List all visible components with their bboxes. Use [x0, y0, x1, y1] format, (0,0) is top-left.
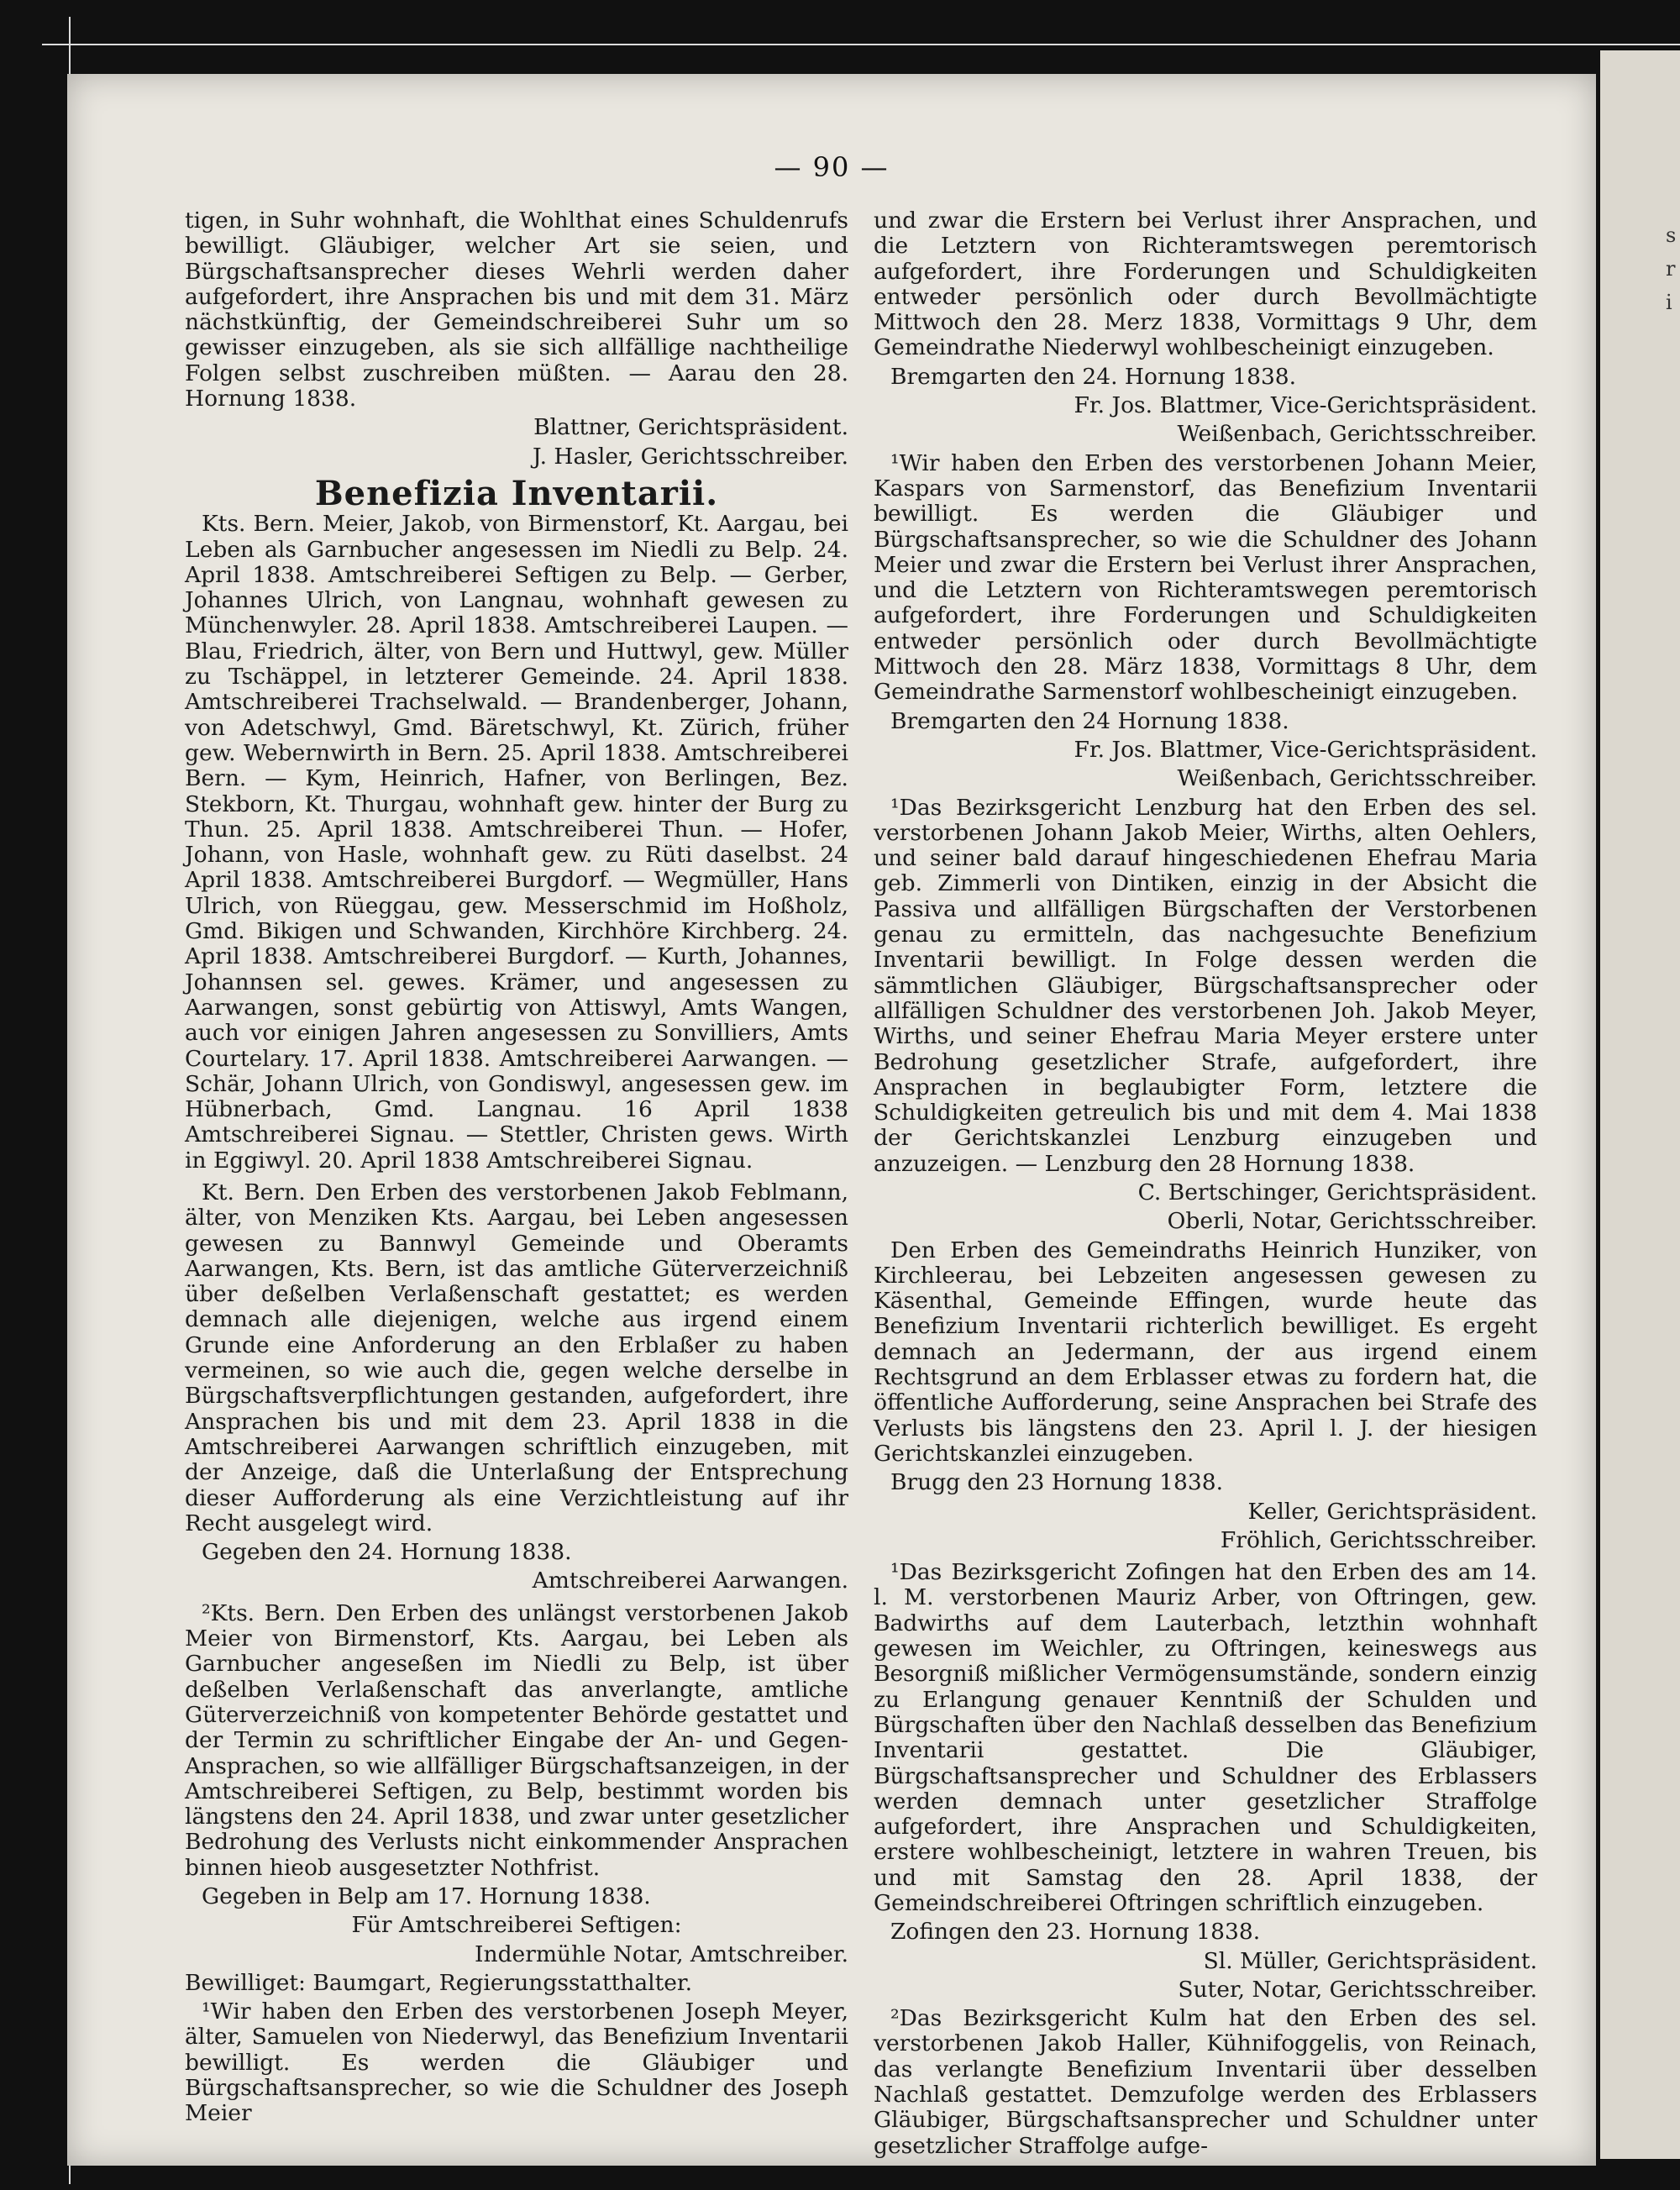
- notice-date: Gegeben den 24. Hornung 1838.: [202, 1539, 572, 1566]
- right-column: [874, 208, 1537, 2162]
- notice-paragraph: ¹Wir haben den Erben des verstorbenen Johann Meier, Kaspars von Sarmenstorf, das Benefizium Inventarii bewilligt. Es werden die Gläubiger und Bürgschaftsansprecher, so wie die Schuldner des Johann Meier und zwar die Erstern bei Verlust ihrer Ansprachen, und die Letztern von Richteramtswegen peremtorisch aufgefordert, ihre Forderungen und Schuldigkeiten entweder persönlich oder durch Bevollmächtigte Mittwoch den 28. März 1838, Vormittags 8 Uhr, dem Gemeindrathe Sarmenstorf wohlbescheinigt einzugeben.: [874, 449, 1537, 706]
- notice-paragraph: Den Erben des Gemeindraths Heinrich Hunziker, von Kirchleerau, bei Lebzeiten angesessen gewesen zu Käsenthal, Gemeinde Effingen, wurde heute das Benefizium Inventarii richterlich bewilliget. Es ergeht demnach an Jedermann, der aus irgend einem Rechtsgrund an dem Erblasser etwas zu fordern hat, die öffentliche Aufforderung, seine Ansprachen bei Strafe des Verlusts bis längstens den 23. April l. J. der hiesigen Gerichtskanzlei einzugeben.: [874, 1237, 1537, 1467]
- notice-paragraph: ²Kts. Bern. Den Erben des unlängst verstorbenen Jakob Meier von Birmenstorf, Kts. Aargau, bei Leben als Garnbucher angeseßen im Niedli zu Belp, ist über deßelben Verlaßenschaft das anverlangte, amtliche Güterverzeichniß von kompetenter Behörde gestattet und der Termin zu schriftlicher Eingabe der An- und Gegen-Ansprachen, so wie allfälliger Bürgschaftsanzeigen, in der Amtschreiberei Seftigen, zu Belp, bestimmt worden bis längstens den 24. April 1838, und zwar unter gesetzlicher Bedrohung des Verlusts nicht einkommender Ansprachen binnen hieob ausgesetzter Nothfrist.: [185, 1599, 848, 1881]
- signature: Oberli, Notar, Gerichtsschreiber.: [1167, 1208, 1537, 1235]
- signature: Indermühle Notar, Amtschreiber.: [475, 1941, 848, 1967]
- signature: Amtschreiberei Aarwangen.: [532, 1568, 848, 1594]
- adjacent-page-fragment: s: [1666, 223, 1677, 247]
- signature: Fr. Jos. Blattmer, Vice-Gerichtspräsident.: [1074, 736, 1537, 763]
- notice-date: Bremgarten den 24. Hornung 1838.: [890, 363, 1297, 390]
- notice-paragraph: ¹Das Bezirksgericht Zofingen hat den Erben des am 14. l. M. verstorbenen Mauriz Arber, von Oftringen, gew. Badwirths auf dem Lauterbach, letzthin wohnhaft gewesen im Weichler, zu Oftringen, keineswegs aus Besorgniß mißlicher Vermögensumstände, sondern einzig zu Erlangung genauer Kenntniß der Schulden und Bürgschaften über den Nachlaß desselben das Benefizium Inventarii gestattet. Die Gläubiger, Bürgschaftsansprecher und Schuldner des Erblassers werden demnach unter gesetzlicher Straffolge aufgefordert, ihre Ansprachen und Schuldigkeiten, erstere wohlbescheinigt, letztere in wahren Treuen, bis und mit Samstag den 28. April 1838, der Gemeindschreiberei Oftringen schriftlich einzugeben.: [874, 1559, 1537, 1916]
- signature: Keller, Gerichtspräsident.: [1247, 1498, 1537, 1525]
- section-heading: Benefizia Inventarii.: [314, 473, 719, 513]
- notice-date: Bremgarten den 24 Hornung 1838.: [890, 707, 1289, 734]
- signature: Blattner, Gerichtspräsident.: [533, 414, 848, 441]
- signature: J. Hasler, Gerichtsschreiber.: [533, 443, 848, 470]
- signature: Weißenbach, Gerichtsschreiber.: [1177, 421, 1537, 448]
- signature: Weißenbach, Gerichtsschreiber.: [1177, 765, 1537, 792]
- adjacent-page-edge: [1600, 50, 1680, 2159]
- signature: Bewilliget: Baumgart, Regierungsstatthalter.: [185, 1969, 693, 1996]
- signature: Suter, Notar, Gerichtsschreiber.: [1178, 1976, 1537, 2003]
- left-column: [185, 208, 848, 2130]
- signature: Für Amtschreiberei Seftigen:: [351, 1912, 682, 1939]
- notice-date: Zofingen den 23. Hornung 1838.: [890, 1919, 1261, 1946]
- notice-paragraph: Kts. Bern. Meier, Jakob, von Birmenstorf, Kt. Aargau, bei Leben als Garnbucher angesessen im Niedli zu Belp. 24. April 1838. Amtschreiberei Seftigen zu Belp. — Gerber, Johannes Ulrich, von Langnau, wohnhaft gewesen zu Münchenwyler. 28. April 1838. Amtschreiberei Laupen. — Blau, Friedrich, älter, von Bern und Huttwyl, gew. Müller zu Tschäppel, in letzterer Gemeinde. 24. April 1838. Amtschreiberei Trachselwald. — Brandenberger, Johann, von Adetschwyl, Gmd. Bäretschwyl, Kt. Zürich, früher gew. Webernwirth in Bern. 25. April 1838. Amtschreiberei Bern. — Kym, Heinrich, Hafner, von Berlingen, Bez. Stekborn, Kt. Thurgau, wohnhaft gew. hinter der Burg zu Thun. 25. April 1838. Amtschreiberei Thun. — Hofer, Johann, von Hasle, wohnhaft gew. zu Rüti daselbst. 24 April 1838. Amtschreiberei Burgdorf. — Wegmüller, Hans Ulrich, von Rüeggau, gew. Messerschmid im Hoßholz, Gmd. Bikigen und Schwanden, Kirchhöre Kirchberg. 24. April 1838. Amtschreiberei Burgdorf. — Kurth, Johannes, Johannsen sel. gewes. Krämer, und angesessen zu Aarwangen, sonst gebürtig von Attiswyl, Amts Wangen, auch vor einigen Jahren angesessen zu Sonvilliers, Amts Courtelary. 17. April 1838. Amtschreiberei Aarwangen. — Schär, Johann Ulrich, von Gondiswyl, angesessen gew. im Hübnerbach, Gmd. Langnau. 16 April 1838 Amtschreiberei Signau. — Stettler, Christen gews. Wirth in Eggiwyl. 20. April 1838 Amtschreiberei Signau.: [185, 511, 848, 1174]
- signature: Sl. Müller, Gerichtspräsident.: [1203, 1947, 1537, 1974]
- signature: Fröhlich, Gerichtsschreiber.: [1220, 1526, 1537, 1553]
- notice-paragraph: tigen, in Suhr wohnhaft, die Wohlthat eines Schuldenrufs bewilligt. Gläubiger, welcher Art sie seien, und Bürgschaftsansprecher dieses Wehrli werden daher aufgefordert, ihre Ansprachen bis und mit dem 31. März nächstkünftig, der Gemeindschreiberei Suhr um so gewisser einzugeben, als sie sich allfällige nachtheilige Folgen selbst zuschreiben müßten. — Aarau den 28. Hornung 1838.: [185, 207, 848, 412]
- signature: Fr. Jos. Blattmer, Vice-Gerichtspräsident.: [1074, 392, 1537, 419]
- signature: C. Bertschinger, Gerichtspräsident.: [1137, 1179, 1537, 1205]
- notice-paragraph: ¹Wir haben den Erben des verstorbenen Joseph Meyer, älter, Samuelen von Niederwyl, das Benefizium Inventarii bewilligt. Es werden die Gläubiger und Bürgschaftsansprecher, so wie die Schuldner des Joseph Meier: [185, 1998, 848, 2127]
- adjacent-page-fragment: r: [1666, 257, 1676, 281]
- notice-paragraph: ²Das Bezirksgericht Kulm hat den Erben des sel. verstorbenen Jakob Haller, Kühnifoggelis, von Reinach, das verlangte Benefizium Inventarii über desselben Nachlaß gestattet. Demzufolge werden des Erblassers Gläubiger, Bürgschaftsansprecher und Schuldner unter gesetzlicher Straffolge aufge-: [874, 2005, 1537, 2159]
- newspaper-page: [67, 74, 1596, 2166]
- notice-paragraph: ¹Das Bezirksgericht Lenzburg hat den Erben des sel. verstorbenen Johann Jakob Meier, Wirths, alten Oehlers, und seiner bald darauf hingeschiedenen Ehefrau Maria geb. Zimmerli von Dintiken, einzig in der Absicht die Passiva und allfälligen Bürgschaften der Verstorbenen genau zu ermitteln, das nachgesuchte Benefizium Inventarii bewilligt. In Folge dessen werden die sämmtlichen Gläubiger, Bürgschaftsansprecher oder allfälligen Schuldner des verstorbenen Joh. Jakob Meyer, Wirths, und seiner Ehefrau Maria Meyer erstere unter Bedrohung gesetzlicher Strafe, aufgefordert, ihre Ansprachen in beglaubigter Form, letztere die Schuldigkeiten getreulich bis und mit dem 4. Mai 1838 der Gerichtskanzlei Lenzburg einzugeben und anzuzeigen. — Lenzburg den 28 Hornung 1838.: [874, 794, 1537, 1177]
- notice-date: Brugg den 23 Hornung 1838.: [890, 1469, 1224, 1496]
- crop-line-top: [42, 44, 1680, 45]
- notice-paragraph: und zwar die Erstern bei Verlust ihrer Ansprachen, und die Letztern von Richteramtswegen peremtorisch aufgefordert, ihre Forderungen und Schuldigkeiten entweder persönlich oder durch Bevollmächtigte Mittwoch den 28. Merz 1838, Vormittags 9 Uhr, dem Gemeindrathe Niederwyl wohlbescheinigt einzugeben.: [874, 207, 1537, 361]
- page-number: — 90 —: [774, 151, 890, 183]
- adjacent-page-fragment: i: [1666, 291, 1672, 314]
- notice-paragraph: Kt. Bern. Den Erben des verstorbenen Jakob Feblmann, älter, von Menziken Kts. Aargau, bei Leben angesessen gewesen zu Bannwyl Gemeinde und Oberamts Aarwangen, Kts. Bern, ist das amtliche Güterverzeichniß über deßelben Verlaßenschaft gestattet; es werden demnach alle diejenigen, welche aus irgend einem Grunde eine Anforderung an den Erblaßer zu haben vermeinen, so wie auch die, gegen welche derselbe in Bürgschaftsverpflichtungen gestanden, aufgefordert, ihre Ansprachen bis und mit dem 23. April 1838 in die Amtschreiberei Aarwangen schriftlich einzugeben, mit der Anzeige, daß die Unterlaßung der Entsprechung dieser Aufforderung als eine Verzichtleistung auf ihr Recht ausgelegt wird.: [185, 1179, 848, 1536]
- notice-date: Gegeben in Belp am 17. Hornung 1838.: [202, 1883, 651, 1909]
